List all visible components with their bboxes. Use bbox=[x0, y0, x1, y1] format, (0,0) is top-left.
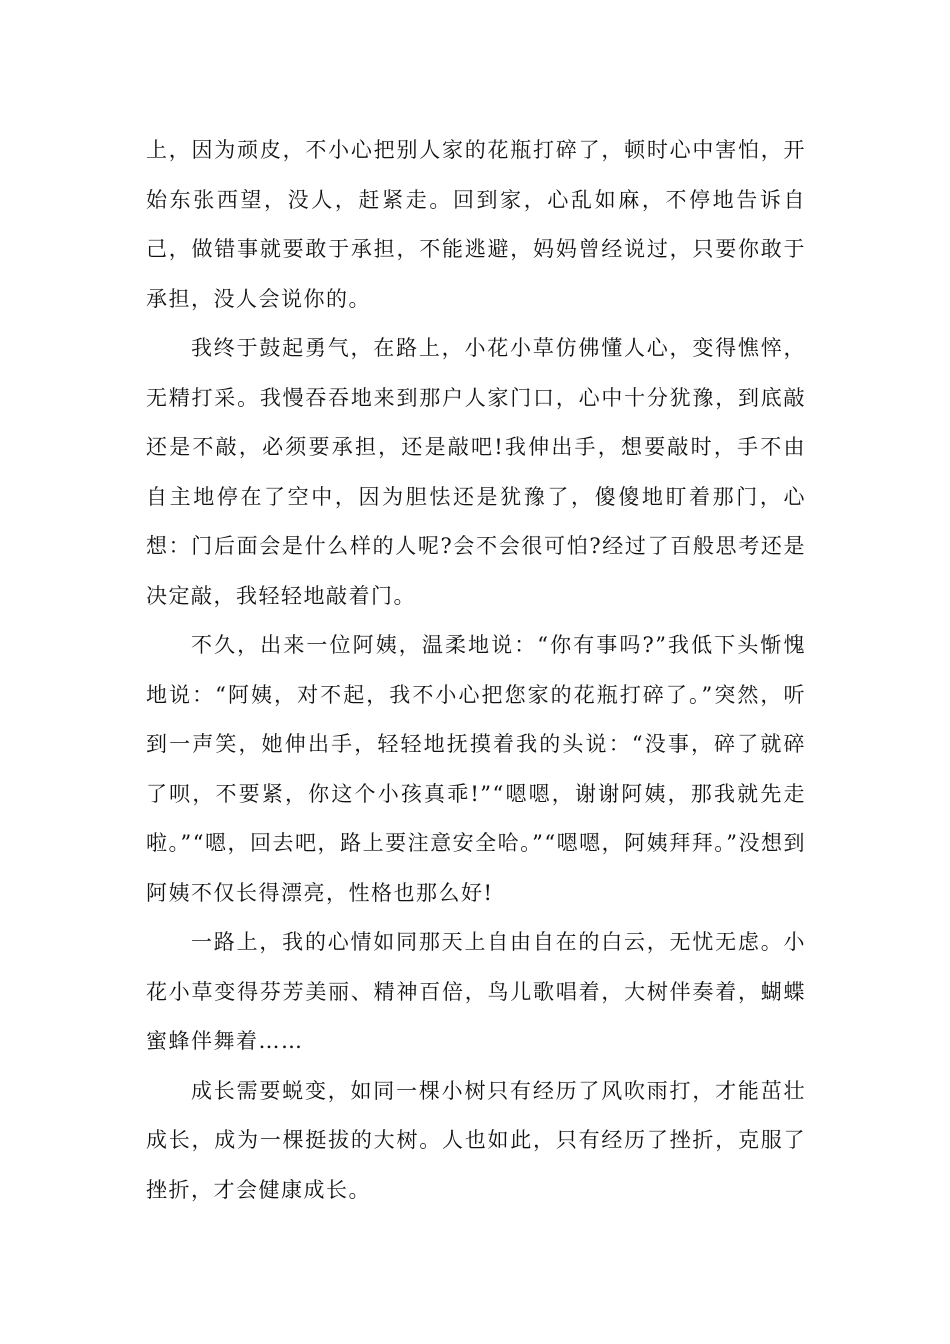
paragraph: 我终于鼓起勇气，在路上，小花小草仿佛懂人心，变得憔悴，无精打采。我慢吞吞地来到那户人家门口，心中十分犹豫，到底敲还是不敲，必须要承担，还是敲吧!我伸出手，想要敲时，手不由自主地停在了空中，因为胆怯还是犹豫了，傻傻地盯着那门，心想：门后面会是什么样的人呢?会不会很可怕?经过了百般思考还是决定敲，我轻轻地敲着门。 bbox=[146, 336, 806, 608]
document-body bbox=[146, 126, 806, 1215]
paragraph: 不久，出来一位阿姨，温柔地说：“你有事吗?”我低下头惭愧地说：“阿姨，对不起，我不小心把您家的花瓶打碎了。”突然，听到一声笑，她伸出手，轻轻地抚摸着我的头说：“没事，碎了就碎了呗，不要紧，你这个小孩真乖!”“嗯嗯，谢谢阿姨，那我就先走啦。”“嗯，回去吧，路上要注意安全哈。”“嗯嗯，阿姨拜拜。”没想到阿姨不仅长得漂亮，性格也那么好! bbox=[146, 633, 806, 905]
paragraph-continuation: 上，因为顽皮，不小心把别人家的花瓶打碎了，顿时心中害怕，开始东张西望，没人，赶紧走。回到家，心乱如麻，不停地告诉自己，做错事就要敢于承担，不能逃避，妈妈曾经说过，只要你敢于承担，没人会说你的。 bbox=[146, 138, 806, 311]
paragraph: 一路上，我的心情如同那天上自由自在的白云，无忧无虑。小花小草变得芬芳美丽、精神百倍，鸟儿歌唱着，大树伴奏着，蝴蝶蜜蜂伴舞着…… bbox=[146, 930, 806, 1053]
paragraph: 成长需要蜕变，如同一棵小树只有经历了风吹雨打，才能茁壮成长，成为一棵挺拔的大树。人也如此，只有经历了挫折，克服了挫折，才会健康成长。 bbox=[146, 1078, 806, 1202]
